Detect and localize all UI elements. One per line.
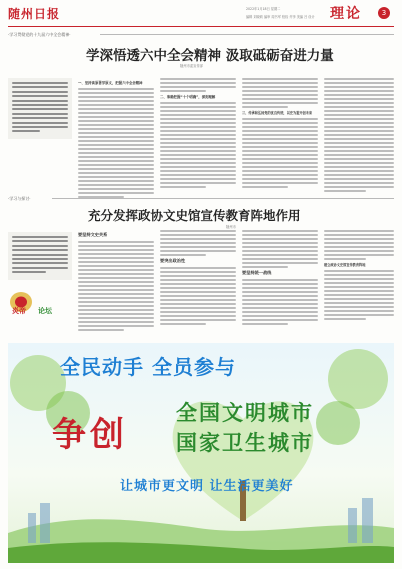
article1-lead-box xyxy=(8,78,72,139)
poster-goal-2: 国家卫生城市 xyxy=(176,430,314,455)
poster-action-word: 争创 xyxy=(52,415,128,455)
article2-column-1 xyxy=(78,230,154,333)
article1-subhead-3: 三、传承和弘扬党的优良传统，以史为鉴开创未来 xyxy=(242,111,313,115)
article2-lead-box xyxy=(8,232,72,280)
article1-column-2 xyxy=(160,78,236,190)
article1-headline: 学深悟透六中全会精神 汲取砥砺奋进力量 xyxy=(86,48,334,64)
section-title: 理论 xyxy=(330,6,362,22)
article2-column-2 xyxy=(160,230,236,327)
article1-byline: 随州市委宣传部 xyxy=(180,64,204,68)
column-logo-subtext: 论坛 xyxy=(38,306,52,315)
poster-goal-1: 全国文明城市 xyxy=(176,400,314,425)
editors-line: 编辑 刘晓莉 编审 周书军 校检 许李 美编 吕 设计 xyxy=(246,15,315,19)
newspaper-masthead: 随州日报 xyxy=(8,7,61,21)
article1-subhead-1: 一、坚持读原著学原文，把握六中全会精神 xyxy=(78,81,143,85)
page-number-badge: 3 xyxy=(378,7,390,19)
civic-poster xyxy=(8,343,394,563)
article1-column-3 xyxy=(242,78,318,190)
divider xyxy=(52,198,394,199)
issue-info: 2022年1月18日 星期二 xyxy=(246,7,281,11)
article2-column-3 xyxy=(242,230,318,327)
column-logo xyxy=(8,290,68,318)
poster-top-slogan: 全民动手 全员参与 xyxy=(60,355,236,379)
article1-kicker: ·学习贯彻党的十九届六中全会精神· xyxy=(8,32,71,37)
article2-subhead-4: 建立政协文史馆宣传教育阵地 xyxy=(324,263,366,267)
article1-subhead-2: 二、准确把握“十个明确”，深刻理解 xyxy=(160,95,216,99)
column-logo-text: 炎帝 xyxy=(12,306,26,315)
article2-byline: 随州市 xyxy=(226,225,236,229)
masthead-rule xyxy=(8,26,394,27)
article2-kicker: ·学习与探讨· xyxy=(8,196,31,201)
divider xyxy=(100,34,394,35)
article2-subhead-3: 要坚持统一战线 xyxy=(242,270,272,275)
article2-subhead-2: 要突出政治性 xyxy=(160,258,186,263)
article1-column-1 xyxy=(78,78,154,200)
article1-column-4 xyxy=(324,78,394,194)
poster-bottom-slogan: 让城市更文明 让生活更美好 xyxy=(120,479,294,494)
article2-headline: 充分发挥政协文史馆宣传教育阵地作用 xyxy=(88,208,301,223)
article2-column-4 xyxy=(324,230,394,322)
article2-subhead-1: 要坚持文史关系 xyxy=(78,232,108,237)
